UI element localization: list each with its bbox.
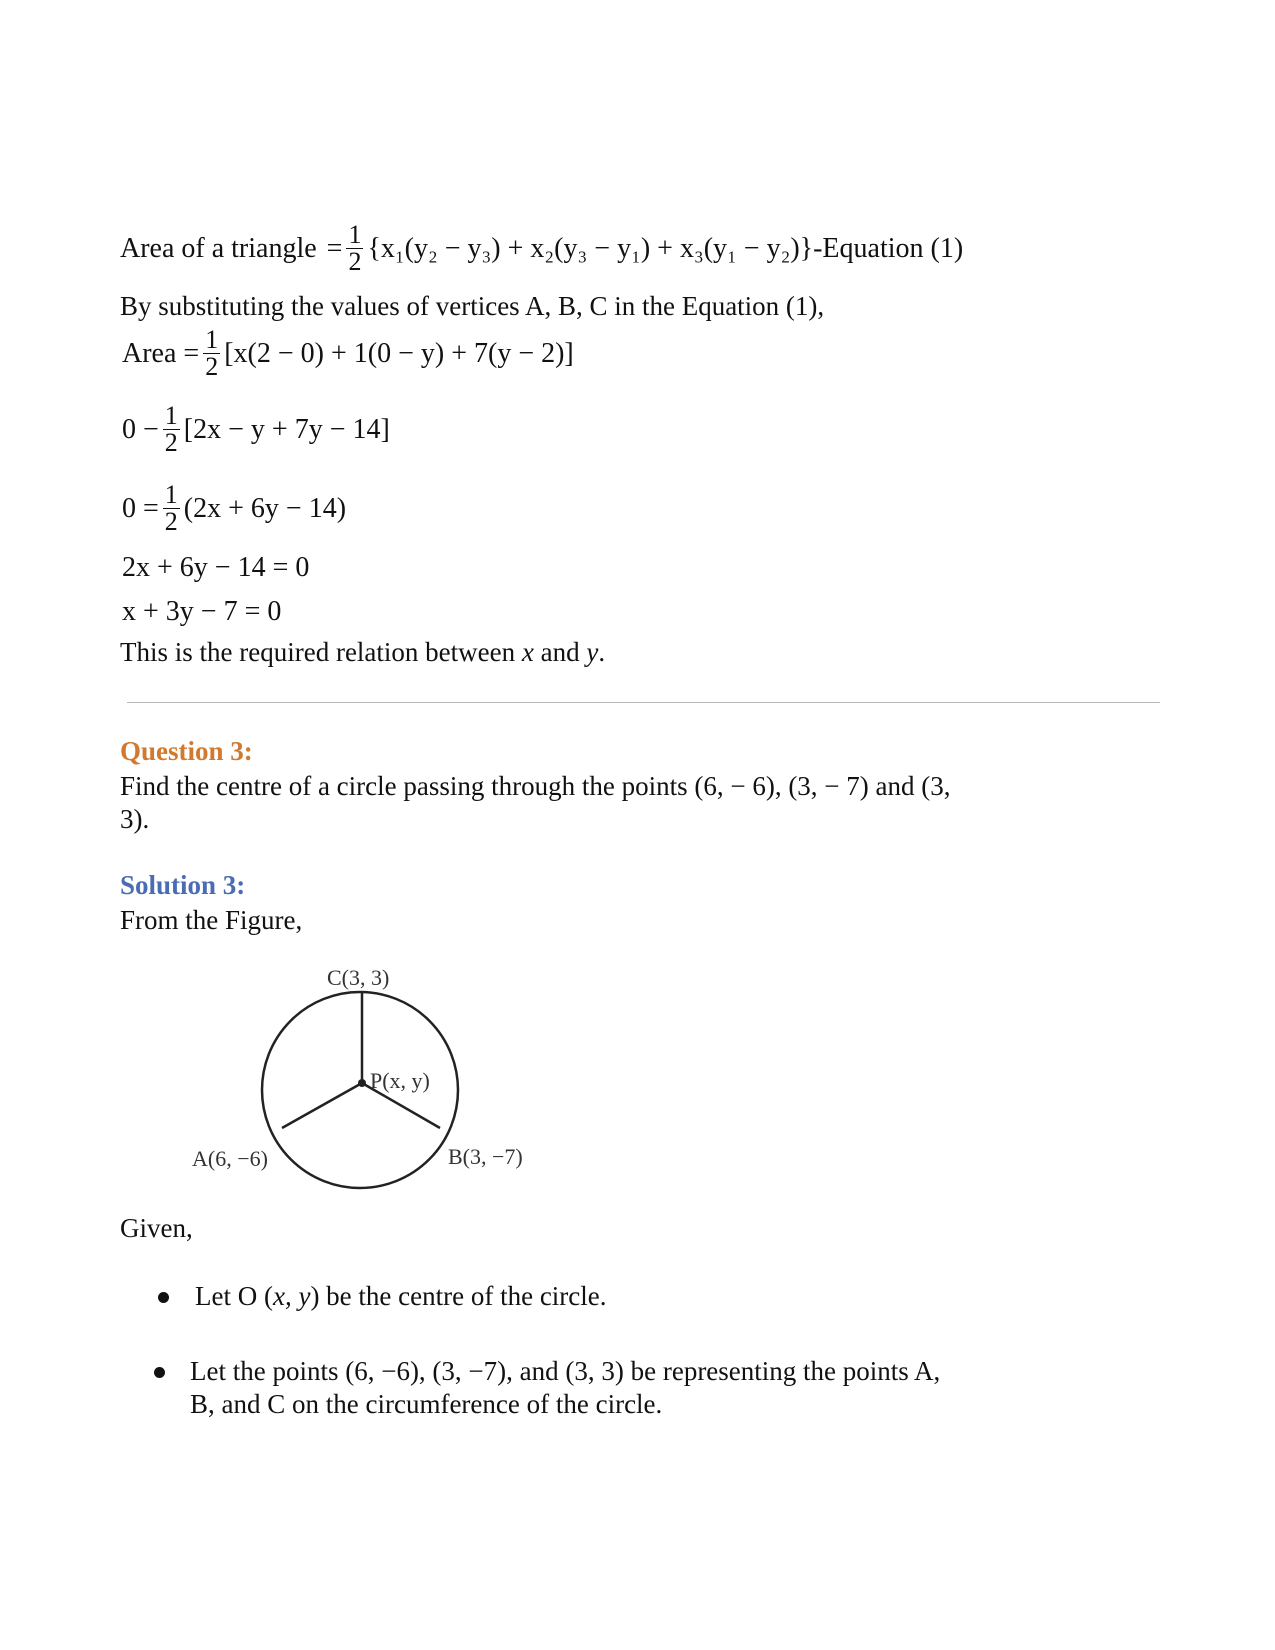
substitution-text: By substituting the values of vertices A, B, C in the Equation (1), (120, 291, 825, 321)
section-divider (127, 702, 1160, 703)
step2-fraction (163, 403, 180, 456)
bullet-dot (154, 1367, 165, 1378)
fraction-denominator: 2 (164, 428, 178, 457)
label-c: C(3, 3) (327, 965, 390, 990)
step-area-substituted (122, 327, 574, 380)
area-formula-body: {x₁(y₂ − y₃) + x₂(y₃ − y₁) + x₃(y₁ − y₂)} (367, 232, 814, 264)
bullet-item-2-line1: Let the points (6, −6), (3, −7), and (3, 3) be representing the points A, (190, 1356, 941, 1386)
step2-lhs: 0 − (122, 413, 159, 445)
step-relation: x + 3y − 7 = 0 (122, 596, 282, 627)
fraction-numerator: 1 (348, 220, 362, 249)
fraction-numerator: 1 (164, 480, 178, 509)
step-expand (122, 403, 390, 456)
label-a: A(6, −6) (192, 1146, 268, 1171)
step2-body: [2x − y + 7y − 14] (183, 413, 390, 445)
relation-text: This is the required relation between (120, 637, 522, 667)
fraction-denominator: 2 (205, 352, 219, 381)
relation-period: . (598, 637, 606, 667)
label-b: B(3, −7) (448, 1144, 523, 1169)
question-text-line1: Find the centre of a circle passing through the points (6, − 6), (3, − 7) and (3, (120, 771, 951, 801)
bullet-item-2-line2: B, and C on the circumference of the circle. (190, 1389, 663, 1419)
circle-figure (180, 955, 560, 1205)
step1-lhs: Area = (122, 337, 200, 369)
bullet1-vars: x, y (272, 1281, 311, 1311)
area-formula-lhs: Area of a triangle (120, 232, 317, 264)
given-label: Given, (120, 1213, 193, 1243)
solution-intro: From the Figure, (120, 905, 303, 935)
step3-body: (2x + 6y − 14) (183, 492, 347, 524)
area-formula-fraction (346, 222, 363, 275)
fraction-denominator: 2 (164, 507, 178, 536)
area-formula (120, 222, 963, 275)
centre-point (358, 1079, 366, 1087)
bullet1-text-end: ) be the centre of the circle. (310, 1281, 607, 1311)
fraction-numerator: 1 (205, 325, 219, 354)
bullet1-text: Let O ( (195, 1281, 273, 1311)
area-formula-suffix: -Equation (1) (813, 232, 964, 264)
step1-body: [x(2 − 0) + 1(0 − y) + 7(y − 2)] (224, 337, 574, 369)
step-equation: 2x + 6y − 14 = 0 (122, 552, 310, 583)
step1-fraction (203, 327, 220, 380)
step3-lhs: 0 = (122, 492, 159, 524)
solution-heading: Solution 3: (120, 870, 246, 900)
question-heading: Question 3: (120, 736, 253, 766)
step3-fraction (163, 482, 180, 535)
question-text-line2: 3). (120, 804, 150, 834)
relation-var-x: x (521, 637, 534, 667)
step-simplify (122, 482, 346, 535)
relation-sentence (120, 636, 605, 668)
bullet-dot (158, 1292, 169, 1303)
fraction-numerator: 1 (164, 401, 178, 430)
fraction-denominator: 2 (348, 247, 362, 276)
radius-pa (282, 1083, 362, 1128)
area-formula-equals: = (326, 232, 343, 264)
relation-text-and: and (533, 637, 587, 667)
label-p: P(x, y) (370, 1068, 430, 1093)
bullet-item-1 (195, 1280, 607, 1312)
relation-var-y: y (586, 637, 599, 667)
